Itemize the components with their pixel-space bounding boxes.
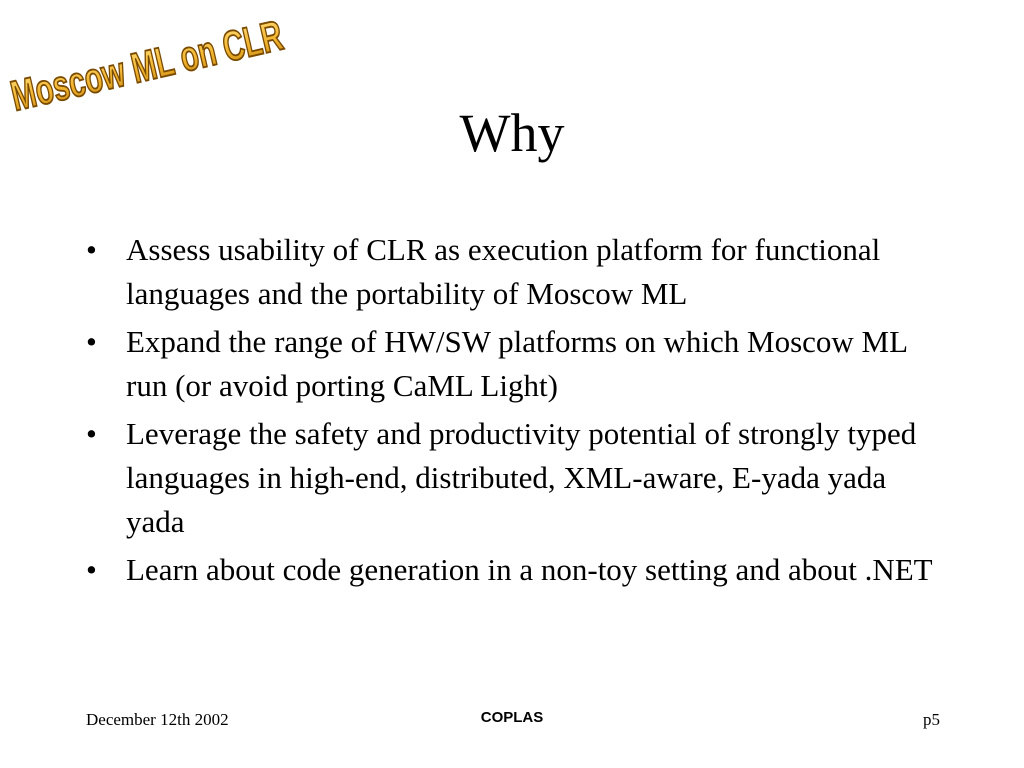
bullet-icon: • bbox=[86, 416, 97, 451]
footer-page-number: p5 bbox=[923, 710, 940, 729]
bullet-list bbox=[86, 228, 946, 596]
bullet-icon: • bbox=[86, 552, 97, 587]
bullet-text: Learn about code generation in a non-toy setting and about .NET bbox=[126, 552, 933, 587]
slide-title: Why bbox=[459, 103, 565, 163]
bullet-text: Expand the range of HW/SW platforms on which Moscow ML run (or avoid porting CaML Light) bbox=[126, 324, 907, 403]
logo-wordart bbox=[6, 11, 288, 120]
bullet-icon: • bbox=[86, 232, 97, 267]
logo-wordart-graphic bbox=[6, 11, 288, 120]
bullet-icon: • bbox=[86, 324, 97, 359]
bullet-item bbox=[86, 228, 946, 316]
bullet-item bbox=[86, 412, 946, 544]
bullet-text: Leverage the safety and productivity potential of strongly typed languages in high-end, distributed, XML-aware, E-yada yada yada bbox=[126, 416, 917, 539]
footer-date: December 12th 2002 bbox=[86, 710, 229, 729]
bullet-item bbox=[86, 548, 946, 592]
bullet-item bbox=[86, 320, 946, 408]
logo-text: Moscow ML on CLR bbox=[6, 11, 288, 120]
footer-event: COPLAS bbox=[480, 709, 544, 726]
bullet-text: Assess usability of CLR as execution platform for functional languages and the portability of Moscow ML bbox=[126, 232, 881, 311]
